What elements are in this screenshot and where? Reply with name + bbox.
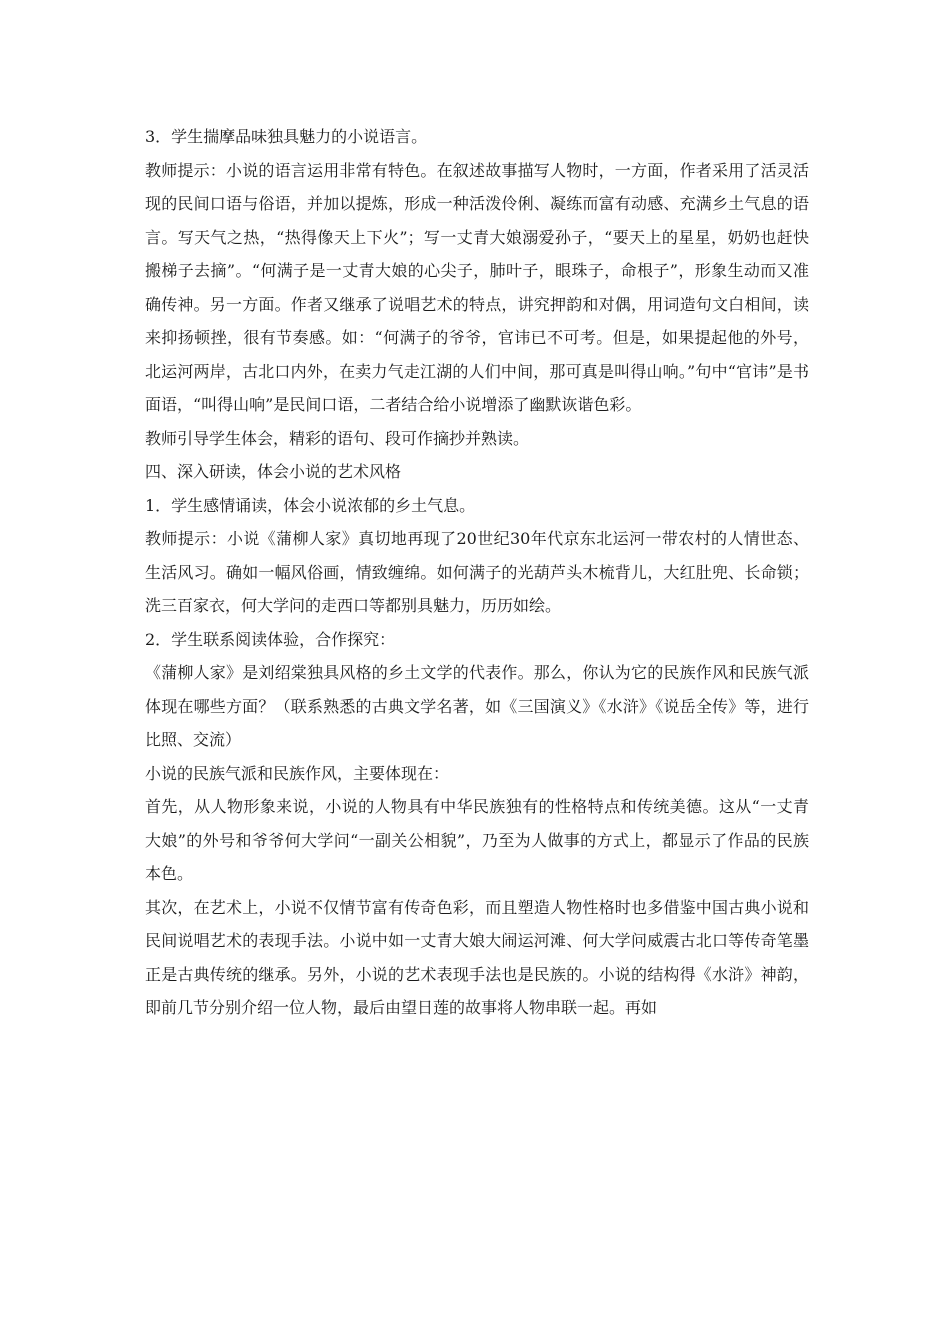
teacher-tip-paragraph-2: 教师提示：小说《蒲柳人家》真切地再现了20世纪30年代京东北运河一带农村的人情世态、生活风习。确如一幅风俗画，情致缠绵。如何满子的光葫芦头木梳背儿，大红肚兜、长命锁；洗三百家衣，何大学问的走西口等都别具魅力，历历如绘。 — [145, 529, 809, 615]
answer-intro-paragraph: 小说的民族气派和民族作风，主要体现在： — [145, 763, 450, 783]
teacher-tip-paragraph-1: 教师提示：小说的语言运用非常有特色。在叙述故事描写人物时，一方面，作者采用了活灵活现的民间口语与俗语，并加以提炼，形成一种活泼伶俐、凝练而富有动感、充满乡土气息的语言。写天气之热，“热得像天上下火”；写一丈青大娘溺爱孙子，“要天上的星星，奶奶也赶快搬梯子去摘”。“何满子是一丈青大娘的心尖子，肺叶子，眼珠子，命根子”，形象生动而又准确传神。另一方面。作者又继承了说唱艺术的特点，讲究押韵和对偶，用词造句文白相间，读来抑扬顿挫，很有节奏感。如：“何满子的爷爷，官讳已不可考。但是，如果提起他的外号，北运河两岸，古北口内外，在卖力气走江湖的人们中间，那可真是叫得山响。”句中“官讳”是书面语，“叫得山响”是民间口语，二者结合给小说增添了幽默诙谐色彩。 — [145, 160, 809, 414]
document-body — [145, 120, 809, 1025]
item-1-heading: 1．学生感情诵读，体会小说浓郁的乡土气息。 — [145, 495, 476, 515]
answer-first-paragraph: 首先，从人物形象来说，小说的人物具有中华民族独有的性格特点和传统美德。这从“一丈青大娘”的外号和爷爷何大学问“一副关公相貌”，乃至为人做事的方式上，都显示了作品的民族本色。 — [145, 797, 809, 883]
answer-second-paragraph: 其次，在艺术上，小说不仅情节富有传奇色彩，而且塑造人物性格时也多借鉴中国古典小说和民间说唱艺术的表现手法。小说中如一丈青大娘大闹运河滩、何大学问威震古北口等传奇笔墨正是古典传统的继承。另外，小说的艺术表现手法也是民族的。小说的结构得《水浒》神韵，即前几节分别介绍一位人物，最后由望日莲的故事将人物串联一起。再如 — [145, 897, 809, 1017]
section-3-heading: 3．学生揣摩品味独具魅力的小说语言。 — [145, 127, 428, 146]
question-paragraph: 《蒲柳人家》是刘绍棠独具风格的乡土文学的代表作。那么，你认为它的民族作风和民族气派体现在哪些方面？（联系熟悉的古典文学名著，如《三国演义》《水浒》《说岳全传》等，进行比照、交流） — [145, 663, 809, 749]
item-2-heading: 2．学生联系阅读体验，合作探究： — [145, 629, 396, 649]
section-4-heading: 四、深入研读，体会小说的艺术风格 — [145, 462, 402, 481]
teacher-guide-paragraph: 教师引导学生体会，精彩的语句、段可作摘抄并熟读。 — [145, 428, 530, 448]
